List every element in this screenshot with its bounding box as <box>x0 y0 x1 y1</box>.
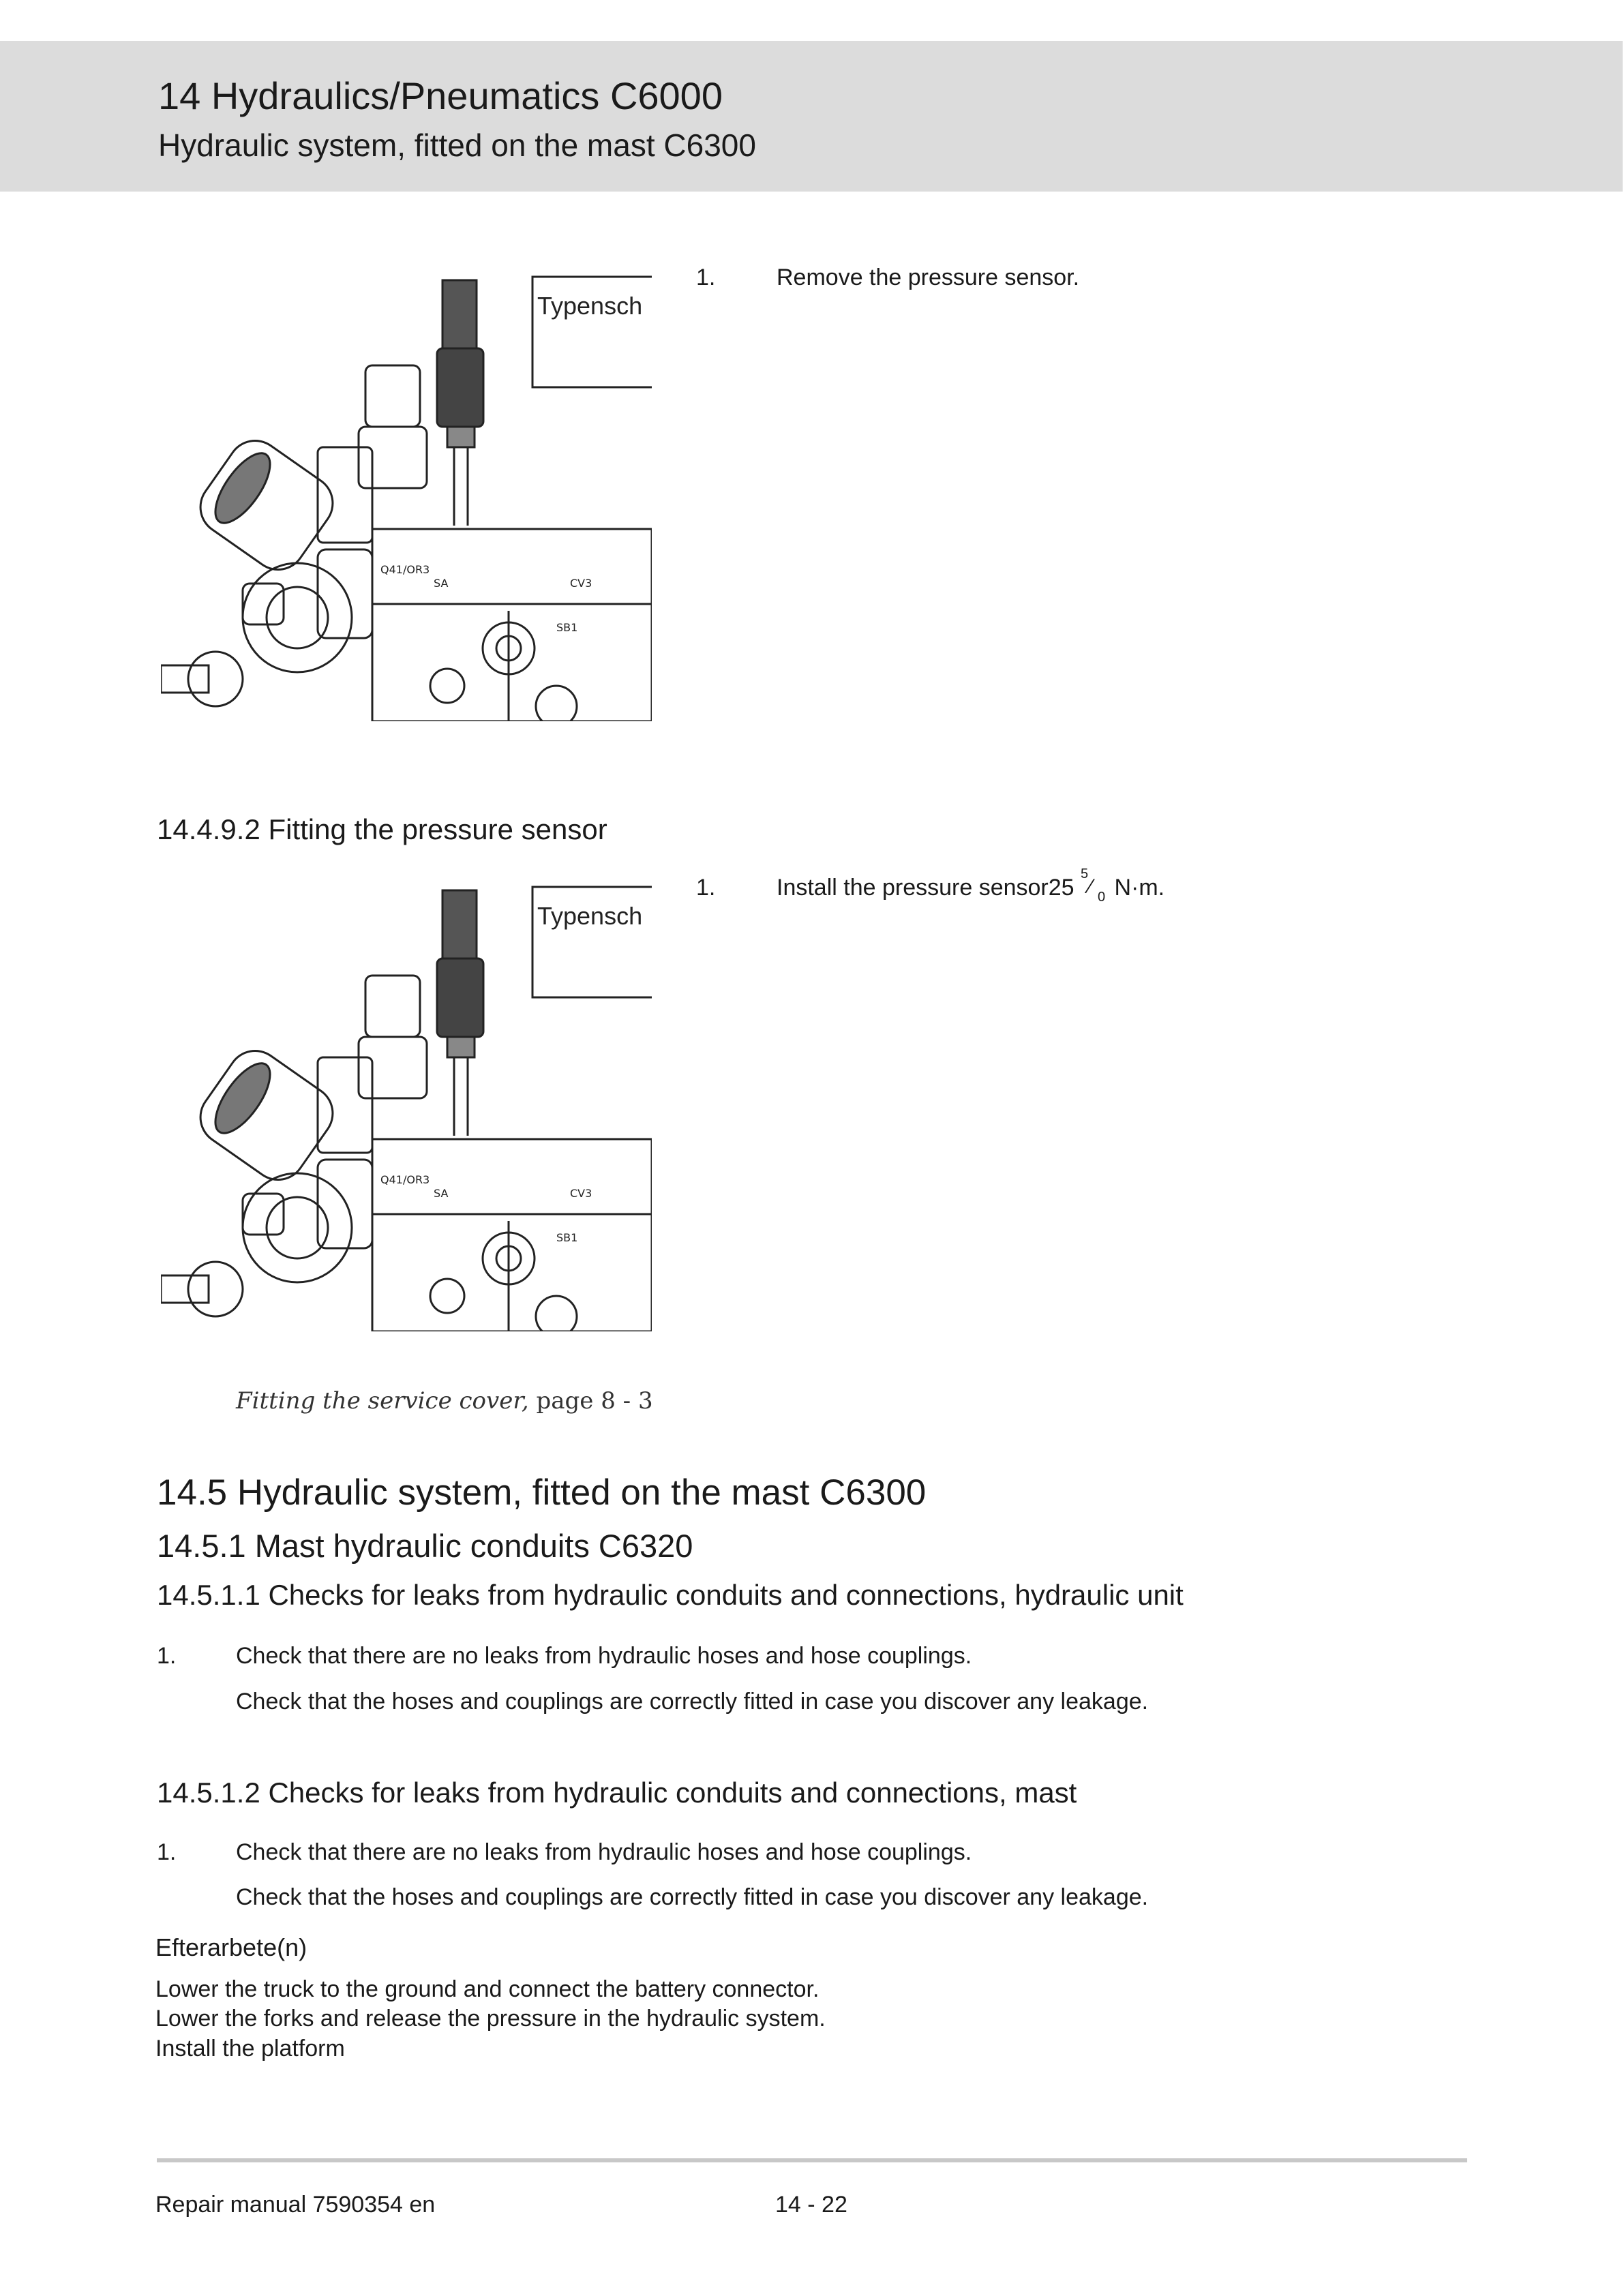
chapter-title: 14 Hydraulics/Pneumatics C6000 <box>158 74 723 117</box>
post-work-line: Lower the truck to the ground and connect the battery connector. <box>155 1976 819 2002</box>
typeplate-label: Typensch <box>537 902 643 930</box>
reference-title[interactable]: Fitting the service cover, <box>236 1387 529 1415</box>
figure-port-label: CV3 <box>570 577 592 590</box>
fitting-heading: 14.4.9.2 Fitting the pressure sensor <box>157 813 607 845</box>
step-number: 1. <box>157 1839 177 1865</box>
figure-port-label: SB1 <box>556 621 578 634</box>
post-work-line: Lower the forks and release the pressure in the hydraulic system. <box>155 2006 826 2031</box>
remove-step-text: Remove the pressure sensor. <box>777 265 1080 290</box>
manual-label: Repair manual <box>155 2192 307 2218</box>
footer-manual <box>155 2192 435 2218</box>
fitting-step-number: 1. <box>696 875 716 901</box>
section-14-5-heading: 14.5 Hydraulic system, fitted on the mast C6300 <box>157 1472 927 1513</box>
tolerance-slash: ⁄ <box>1089 875 1093 898</box>
pressure-sensor-removal-figure <box>161 263 652 721</box>
valve-block-drawing <box>161 976 652 1331</box>
section-14-5-1-2-heading: 14.5.1.2 Checks for leaks from hydraulic conduits and connections, mast <box>157 1777 1077 1809</box>
figure-port-label: Q41/OR3 <box>380 1173 430 1186</box>
step-number: 1. <box>157 1643 177 1669</box>
section-14-5-1-1-heading: 14.5.1.1 Checks for leaks from hydraulic conduits and connections, hydraulic unit <box>157 1579 1184 1611</box>
figure-port-label: CV3 <box>570 1187 592 1200</box>
fitting-step-label: Install the pressure sensor25 <box>777 875 1074 901</box>
pressure-sensor <box>437 280 483 526</box>
manual-number: 7590354 en <box>306 2192 436 2218</box>
figure-port-label: SA <box>434 1187 449 1200</box>
fitting-step-text <box>777 866 1165 905</box>
torque-unit: N·m. <box>1114 875 1165 901</box>
tolerance-plus: 5 <box>1081 866 1089 882</box>
figure-port-label: SA <box>434 577 449 590</box>
step-text: Check that there are no leaks from hydraulic hoses and hose couplings. <box>236 1643 972 1669</box>
tolerance-minus: 0 <box>1098 890 1106 905</box>
reference-page[interactable]: page 8 - 3 <box>528 1387 653 1415</box>
footer-divider <box>157 2158 1467 2162</box>
page-number: 14 - 22 <box>775 2192 847 2218</box>
pressure-sensor <box>437 890 483 1136</box>
figure-port-label: Q41/OR3 <box>380 563 430 576</box>
remove-step-number: 1. <box>696 265 716 290</box>
figure-port-label: SB1 <box>556 1231 578 1244</box>
post-work-line: Install the platform <box>155 2036 345 2061</box>
chapter-subtitle: Hydraulic system, fitted on the mast C6300 <box>158 127 756 163</box>
torque-tolerance <box>1081 866 1108 905</box>
step-note: Check that the hoses and couplings are correctly fitted in case you discover any leakage. <box>236 1689 1149 1715</box>
section-14-5-1-heading: 14.5.1 Mast hydraulic conduits C6320 <box>157 1528 693 1564</box>
step-note: Check that the hoses and couplings are correctly fitted in case you discover any leakage. <box>236 1884 1149 1910</box>
pressure-sensor-fitting-figure <box>161 873 652 1331</box>
post-work-heading: Efterarbete(n) <box>155 1933 307 1961</box>
service-cover-reference-link[interactable] <box>236 1387 653 1415</box>
step-text: Check that there are no leaks from hydraulic hoses and hose couplings. <box>236 1839 972 1865</box>
typeplate-label: Typensch <box>537 292 643 320</box>
valve-block-drawing <box>161 365 652 721</box>
